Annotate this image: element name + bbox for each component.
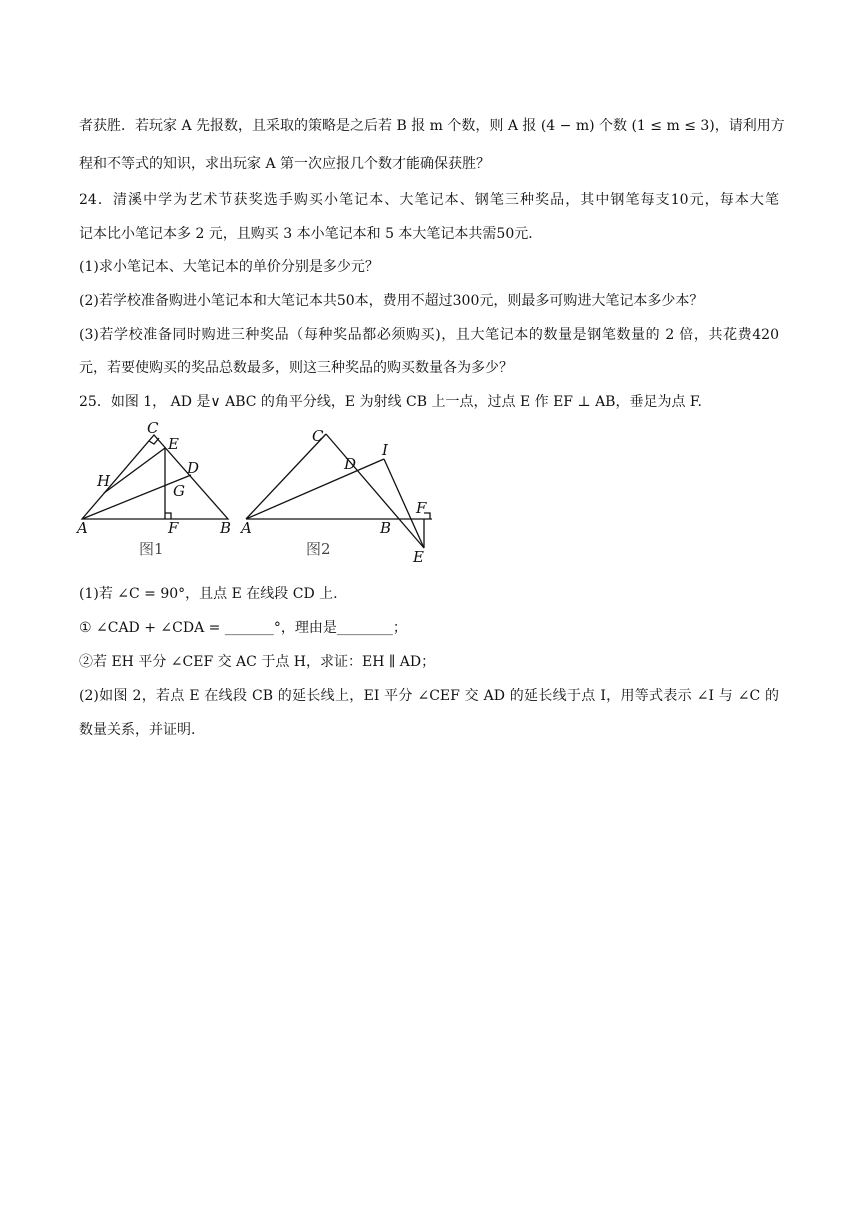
text-line-2: 程和不等式的知识，求出玩家 A 第一次应报几个数才能确保获胜？ [79,156,491,172]
figure-2-line-ai [246,459,384,519]
figure-1-label-c: C [147,422,159,437]
question-25-part-2-line-1: (2)如图 2，若点 E 在线段 CB 的延长线上，EI 平分 ∠CEF 交 AD 的延长线于点 I，用等式表示 ∠I 与 ∠C 的 [79,688,779,704]
figure-1-label-e: E [168,435,179,453]
figure-1-label-a: A [77,519,88,537]
figure-2-label-e: E [413,548,424,566]
question-25-part-1: (1)若 ∠C = 90°，且点 E 在线段 CD 上. [79,586,338,602]
figure-1-line-eh [104,448,165,493]
figure-2-label-f: F [416,499,427,517]
question-25-intro: 25．如图 1， AD 是∨ ABC 的角平分线，E 为射线 CB 上一点，过点 E 作 EF ⊥ AB，垂足为点 F. [79,394,702,410]
question-24-line-1: 24．清溪中学为艺术节获奖选手购买小笔记本、大笔记本、钢笔三种奖品，其中钢笔每支10元，每本大笔 [79,192,779,208]
figures-svg [74,422,444,572]
figure-2-label-i: I [382,441,388,459]
figure-1-label-b: B [220,519,232,537]
question-24-part-3-line-1: (3)若学校准备同时购进三种奖品（每种奖品都必须购买)，且大笔记本的数量是钢笔数量的 2 倍，共花费420 [79,327,779,343]
question-24-part-1: (1)求小笔记本、大笔记本的单价分别是多少元？ [79,259,379,275]
figure-2-label-b: B [380,519,392,537]
figure-2 [246,434,432,548]
figure-2-line-ac [246,434,326,519]
question-24-part-2: (2)若学校准备购进小笔记本和大笔记本共50本，费用不超过300元，则最多可购进大笔记本多少本？ [79,293,704,309]
question-25-part-1-sub-1: ① ∠CAD + ∠CDA = _______°，理由是________； [79,620,407,636]
figure-1-label-d: D [187,459,200,477]
figure-1-label-f: F [168,519,179,537]
question-25-part-2-line-2: 数量关系，并证明. [79,722,196,738]
figure-1-label-g: G [173,482,185,500]
figure-2-label-c: C [312,427,324,445]
figure-2-line-ce [326,434,424,548]
geometry-figures [74,422,444,572]
question-24-line-2: 记本比小笔记本多 2 元，且购买 3 本小笔记本和 5 本大笔记本共需50元． [79,226,543,242]
figure-2-caption: 图2 [306,540,331,558]
figure-2-label-a: A [241,519,252,537]
text-line-1: 者获胜．若玩家 A 先报数，且采取的策略是之后若 B 报 m 个数，则 A 报 (4 − m) 个数 (1 ≤ m ≤ 3)，请利用方 [79,118,785,134]
figure-1-caption: 图1 [139,540,164,558]
figure-1-label-h: H [97,472,111,490]
question-25-part-1-sub-2: ②若 EH 平分 ∠CEF 交 AC 于点 H，求证：EH ∥ AD； [79,654,436,670]
question-24-part-3-line-2: 元，若要使购买的奖品总数最多，则这三种奖品的购买数量各为多少？ [79,360,513,376]
figure-2-label-d: D [344,455,357,473]
